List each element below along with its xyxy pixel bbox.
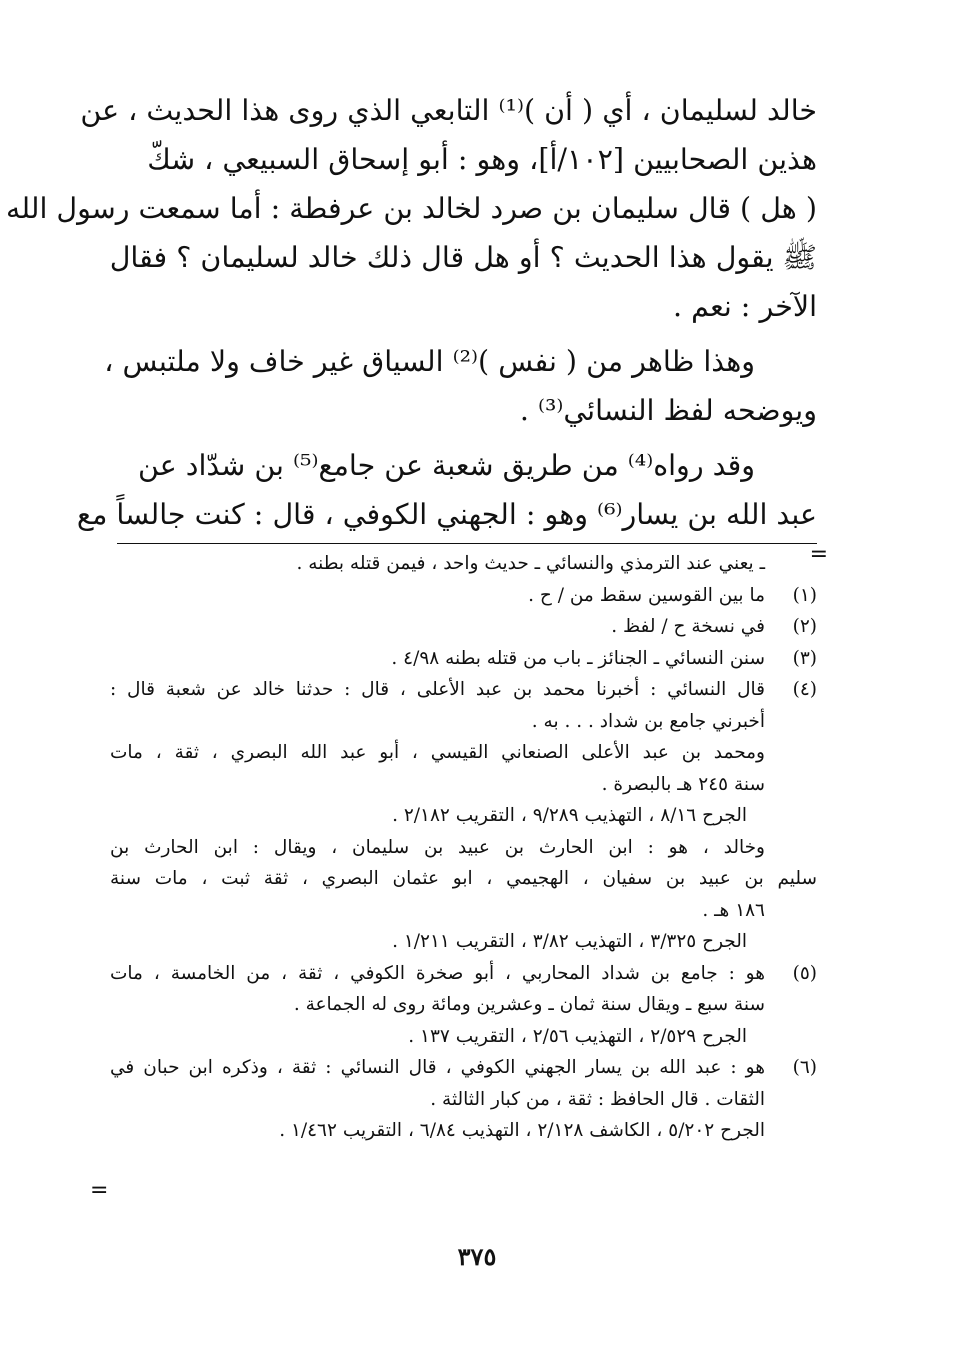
page-number: ٣٧٥ [457,1242,497,1271]
footnote-1 [110,580,817,612]
text-line: ﷺ يقول هذا الحديث ؟ أو هل قال ذلك خالد لسليمان ؟ فقال [109,241,817,274]
footnote-line: الثقات . قال الحافظ : ثقة ، من كبار الثالثة . [430,1088,765,1110]
footnote-number: (٢) [792,616,817,637]
continuation-mark-bottom: = [90,1178,109,1203]
footnote-line: سنة سبع ـ ويقال سنة ثمان ـ وعشرين ومائة روى له الجماعة . [293,994,765,1015]
footnote-number: (٣) [792,647,817,669]
text-line: خالد لسليمان ، أي ( أن )⁽¹⁾ التابعي الذي روى هذا الحديث ، عن [80,94,817,127]
footnote-line: الجرح ٢/٥٢٩ ، التهذيب ٢/٥٦ ، التقريب ١٣٧ . [408,1025,747,1047]
footnotes [110,548,817,1147]
footnote-line: وخالد ، هو : ابن الحارث بن عبيد بن سليمان ، ويقال : ابن الحارث بن [110,836,765,858]
footnote-line: ومحمد بن عبد الأعلى الصنعاني القيسي ، أبو عبد الله البصري ، ثقة ، مات [110,742,765,763]
main-text [6,86,817,545]
footnote-line: الجرح ٨/١٦ ، التهذيب ٩/٢٨٩ ، التقريب ٢/١٨٢ . [392,805,747,826]
footnote-text: قال النسائي : أخبرنا محمد بن عبد الأعلى ، قال : حدثنا خالد عن شعبة قال : [110,679,765,700]
footnote-line: أخبرني جامع بن شداد . . . به . [531,710,765,732]
footnote-text: ما بين القوسين سقط من / ح . [528,584,765,606]
footnote-2 [110,611,817,643]
text-line: ويوضحه لفظ النسائي⁽³⁾ . [519,394,817,427]
text-line: وقد رواه⁽⁴⁾ من طريق شعبة عن جامع⁽⁵⁾ بن شدّاد عن [138,449,755,482]
paragraph-2 [105,337,817,435]
footnote-text: سنن النسائي ـ الجنائز ـ باب من قتله بطنه ٤/٩٨ . [391,647,765,669]
footnote-continuation: ـ يعني عند الترمذي والنسائي ـ حديث واحد ، فيمن قتله بطنه . [296,553,765,574]
continuation-mark-top: = [809,542,828,567]
paragraph-1 [6,86,817,331]
footnote-number: (٥) [792,962,817,984]
footnote-line: الجرح ٥/٢٠٢ ، الكاشف ٢/١٢٨ ، التهذيب ٦/٨٤ ، التقريب ١/٤٦٢ . [279,1120,765,1141]
text-line: الآخر : نعم . [672,290,817,323]
paragraph-3 [76,441,817,539]
footnote-text: هو : عبد الله بن يسار الجهني الكوفي ، قال النسائي : ثقة ، وذكره ابن حبان في [110,1057,765,1078]
separator-line [117,543,817,544]
footnote-line: ١٨٦ هـ . [702,899,765,921]
footnote-5 [110,958,817,990]
footnote-4 [110,674,817,706]
footnote-number: (٦) [792,1057,817,1078]
footnote-3 [110,643,817,675]
text-line: هذين الصحابيين [١٠٢/أ]، وهو : أبو إسحاق السبيعي ، شكّ [147,143,817,176]
footnote-line: سليم بن عبيد بن سفيان ، الهجيمي ، ابو عثمان البصري ، ثقة ثبت ، مات سنة [110,868,817,889]
footnote-line: سنة ٢٤٥ هـ بالبصرة . [601,773,765,795]
footnote-number: (٤) [792,679,817,700]
text-line: وهذا ظاهر من ( نفس )⁽²⁾ السياق غير خاف ولا ملتبس ، [104,345,755,378]
footnote-text: هو : جامع بن شداد المحاربي ، أبو صخرة الكوفي ، ثقة ، من الخامسة ، مات [110,962,765,984]
footnote-text: في نسخة ح / لفظ . [611,616,765,637]
text-line: عبد الله بن يسار⁽⁶⁾ وهو : الجهني الكوفي ، قال : كنت جالساً مع [76,498,817,531]
footnote-6 [110,1052,817,1084]
text-line: ( هل ) قال سليمان بن صرد لخالد بن عرفطة : أما سمعت رسول الله [6,192,817,225]
footnote-number: (١) [792,584,817,606]
footnote-line: الجرح ٣/٣٢٥ ، التهذيب ٣/٨٢ ، التقريب ١/٢١١ . [392,931,747,952]
